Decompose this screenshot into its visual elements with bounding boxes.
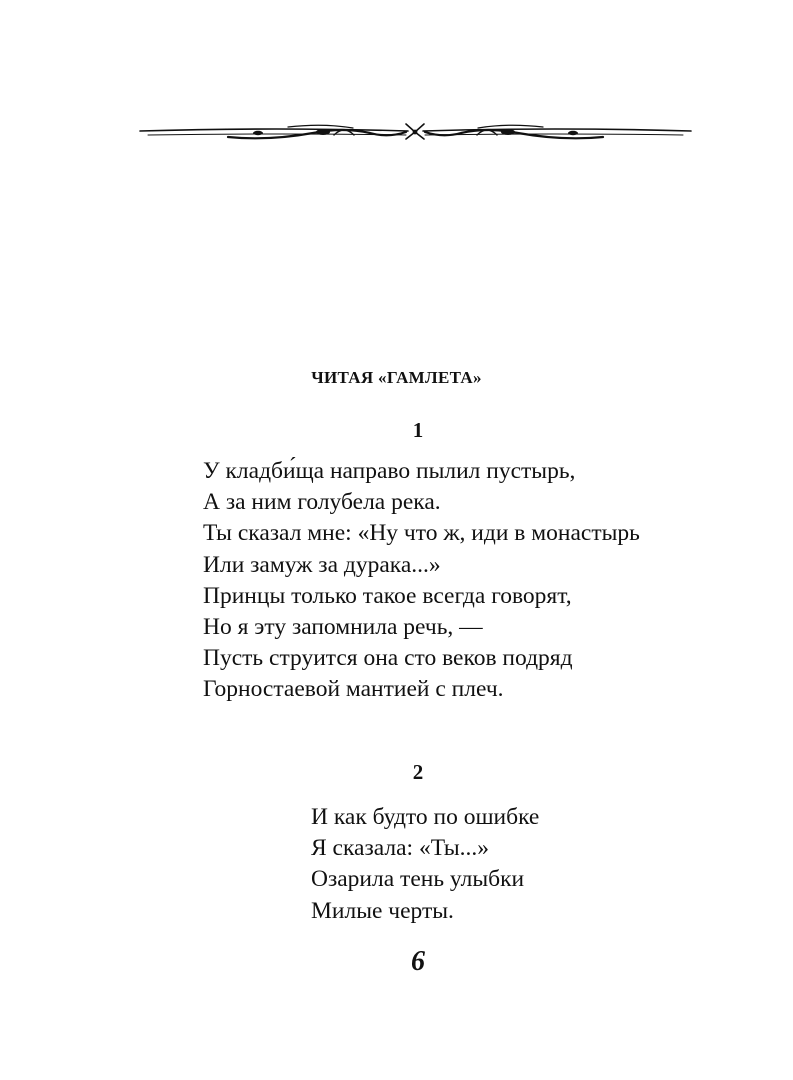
poem-line: Ты сказал мне: «Ну что ж, иди в монастырь [203,520,640,547]
poem-line: Озарила тень улыбки [311,866,525,893]
poem-line: Или замуж за дурака...» [203,551,441,578]
poem-line: А за ним голубела река. [203,489,441,516]
poem-line: И как будто по ошибке [311,804,540,830]
poem-line: Горностаевой мантией с плеч. [203,676,504,703]
decorative-flourish-icon [138,118,693,148]
part-number: 1 [412,418,424,442]
poem-title: ЧИТАЯ «ГАМЛЕТА» [311,368,482,387]
part-number: 2 [412,760,424,784]
stanza [311,802,539,927]
poem-line: Принцы только такое всегда говорят, [203,582,572,609]
page-number: 6 [411,946,425,977]
stanza [203,456,640,706]
poem-line: Но я эту запомнила речь, — [203,614,483,641]
poem-line: Я сказала: «Ты...» [311,835,490,862]
poem-line: У кладби́ща направо пылил пустырь, [203,458,576,484]
poem-line: Милые черты. [311,897,454,924]
poem-line: Пусть струится она сто веков подряд [203,645,573,672]
